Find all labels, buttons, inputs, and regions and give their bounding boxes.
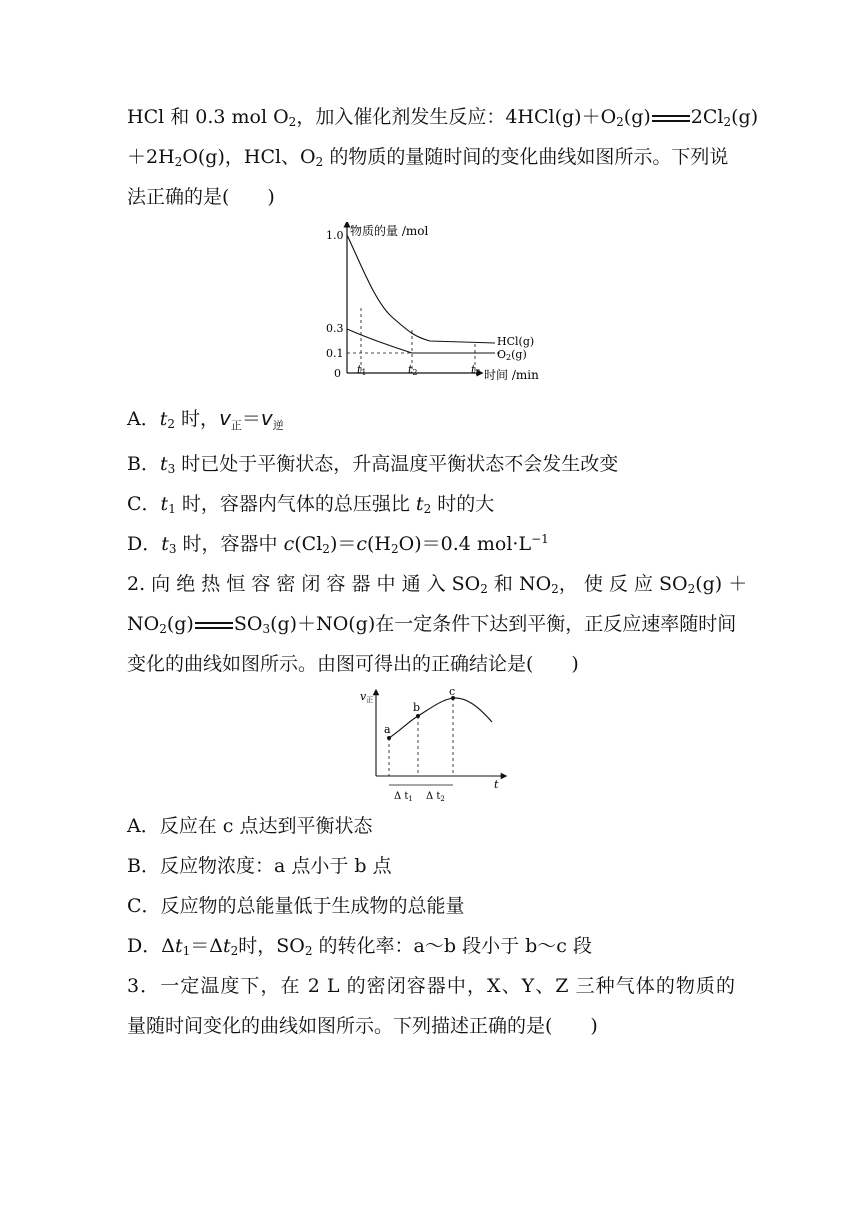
q2-label-a: a xyxy=(384,723,391,736)
q1-xtick-t2: t2 xyxy=(408,363,418,377)
q1-xlabel: 时间 /min xyxy=(484,368,539,382)
q1-chart xyxy=(320,222,550,384)
q2-option-a: A．反应在 c 点达到平衡状态 xyxy=(127,815,373,837)
q1-stem-line-3: 法正确的是( ) xyxy=(127,186,275,208)
q2-option-b: B．反应物浓度：a 点小于 b 点 xyxy=(127,855,392,877)
q1-stem-line-1: HCl 和 0.3 mol $O_2$，加入催化剂发生反应：$4HCl(g)+O_2(g)$ $2Cl_2(g)$ xyxy=(127,106,759,129)
q1-series-o2: O2(g) xyxy=(497,348,527,362)
q1-stem-line-2: $+2H_2O(g)$，HCl、$O_2$ 的物质的量随时间的变化曲线如图所示。下列说 xyxy=(127,146,729,169)
q1-ytick-2: 0.3 xyxy=(326,322,344,335)
q2-stem-line-2: $NO_2(g)$ $SO_3(g)+NO(g)$在一定条件下达到平衡，正反应速率随时间 xyxy=(127,613,737,636)
q2-option-c: C．反应物的总能量低于生成物的总能量 xyxy=(127,895,465,917)
q1-option-b: B．$t_3$ 时已处于平衡状态，升高温度平衡状态不会发生改变 xyxy=(127,453,619,476)
q2-rate-curve xyxy=(389,698,492,738)
q1-o2-line xyxy=(347,329,495,353)
q2-xlabel: t xyxy=(494,778,499,791)
q1-series-hcl: HCl(g) xyxy=(497,335,535,348)
q1-ylabel: 物质的量 /mol xyxy=(350,224,429,238)
q1-option-a: A．$t_2$ 时，$v_正=v_逆$ xyxy=(127,406,284,432)
q1-xtick-t3: t3 xyxy=(471,363,481,377)
q1-origin: 0 xyxy=(334,367,341,380)
q3-stem-line-2: 量随时间变化的曲线如图所示。下列描述正确的是( ) xyxy=(127,1015,598,1037)
q2-chart xyxy=(356,686,516,806)
q1-xtick-t1: t1 xyxy=(357,363,367,377)
q1-ytick-1: 1.0 xyxy=(326,229,344,242)
equilibrium-sign xyxy=(651,109,691,127)
q2-label-b: b xyxy=(413,701,421,714)
q2-interval-label-1: Δ $t_1$ xyxy=(394,791,413,803)
q1-option-c: C．$t_1$ 时，容器内气体的总压强比 $t_2$ 时的大 xyxy=(127,493,495,516)
q2-interval-label-2: Δ $t_2$ xyxy=(426,791,445,803)
q2-label-c: c xyxy=(449,686,456,698)
q1-hcl-line xyxy=(347,235,495,343)
q1-ytick-3: 0.1 xyxy=(326,347,344,360)
q2-ylabel: v正 xyxy=(360,690,374,704)
q1-option-d: D．$t_3$ 时，容器中 $c(Cl_2)=c(H_2O)=0.4$ $mol\cdot L^{-1}$ xyxy=(127,532,549,556)
q2-option-d: D．$\Delta t_1=\Delta t_2$时，$SO_2$ 的转化率：a～b 段小于 b～c 段 xyxy=(127,935,592,958)
equilibrium-sign xyxy=(194,616,234,634)
q2-stem-line-3: 变化的曲线如图所示。由图可得出的正确结论是( ) xyxy=(127,653,579,675)
q2-stem-line-1: 2. 向 绝 热 恒 容 密 闭 容 器 中 通 入 $SO_2$ 和 $NO_2$， 使 反 应 $SO_2(g)$ ＋ xyxy=(127,573,748,596)
q3-stem-line-1: 3．一定温度下，在 2 L 的密闭容器中，X、Y、Z 三种气体的物质的 xyxy=(127,975,735,997)
